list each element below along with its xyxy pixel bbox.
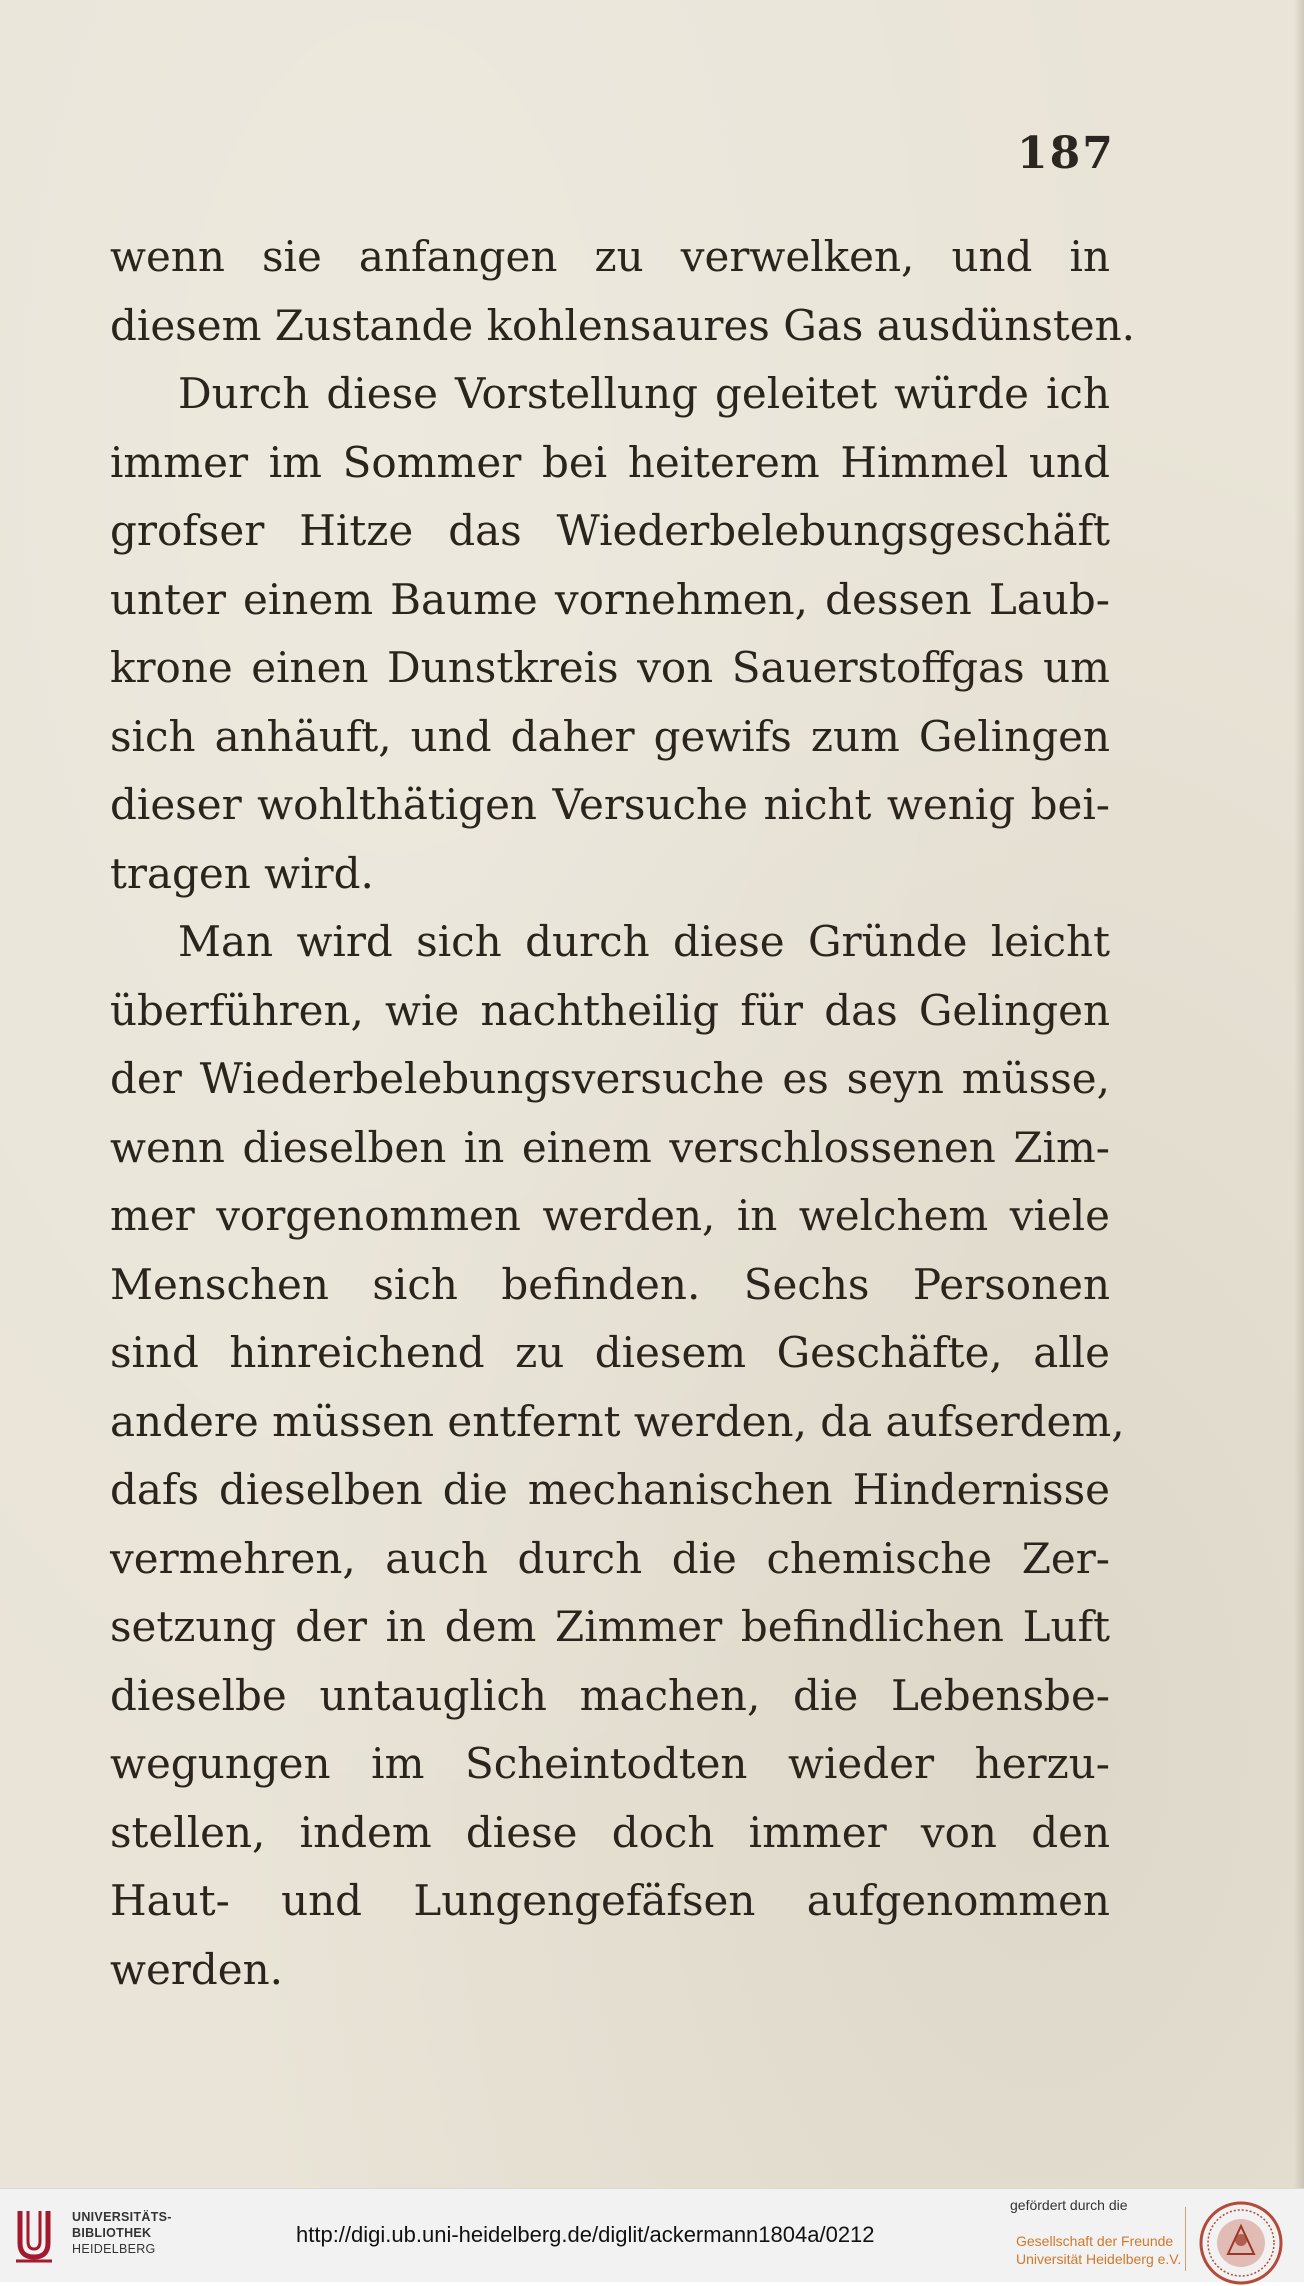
text-line: Haut- und Lungengefäfsen aufgenommen — [110, 1876, 1110, 1925]
text-line: werden. — [110, 1944, 284, 1994]
text-line: stellen, indem diese doch immer von den — [110, 1807, 1110, 1857]
page-edge-shadow — [1294, 0, 1304, 2188]
text-line: wegungen im Scheintodten wieder herzu- — [110, 1739, 1110, 1788]
permalink-url[interactable]: http://digi.ub.uni-heidelberg.de/diglit/ackermann1804a/0212 — [296, 2222, 875, 2247]
body-text — [110, 223, 1136, 2004]
sponsor-label: gefördert durch die — [1010, 2197, 1128, 2213]
text-line: dieser wohlthätigen Versuche nicht wenig bei- — [110, 780, 1110, 829]
text-line: immer im Sommer bei heiterem Himmel und — [110, 437, 1110, 487]
text-line: sich anhäuft, und daher gewifs zum Gelingen — [110, 711, 1110, 761]
sponsor-name[interactable] — [1016, 2232, 1181, 2268]
text-line: Menschen sich befinden. Sechs Personen — [110, 1259, 1110, 1309]
text-line: vermehren, auch durch die chemische Zer- — [110, 1533, 1110, 1583]
text-line: dafs dieselben die mechanischen Hindernisse — [110, 1465, 1110, 1514]
text-line: setzung der in dem Zimmer befindlichen Luft — [110, 1602, 1110, 1651]
text-line: mer vorgenommen werden, in welchem viele — [110, 1191, 1110, 1240]
library-name — [72, 2209, 172, 2257]
text-line: grofser Hitze das Wiederbelebungsgeschäft — [110, 506, 1110, 555]
text-line: wenn sie anfangen zu verwelken, und in — [110, 232, 1110, 281]
text-line: wenn dieselben in einem verschlossenen Zim- — [110, 1122, 1110, 1172]
library-name-line2: BIBLIOTHEK — [72, 2226, 152, 2240]
text-line: andere müssen entfernt werden, da aufserdem, — [110, 1396, 1125, 1446]
university-seal-icon — [1198, 2200, 1284, 2286]
text-line: überführen, wie nachtheilig für das Gelingen — [110, 985, 1110, 1035]
text-line: unter einem Baume vornehmen, dessen Laub- — [110, 574, 1110, 624]
library-name-line3: HEIDELBERG — [72, 2242, 156, 2256]
text-line: diesem Zustande kohlensaures Gas ausdünsten. — [110, 300, 1136, 350]
text-line: dieselbe untauglich machen, die Lebensbe- — [110, 1670, 1110, 1720]
sponsor-name-line2: Universität Heidelberg e.V. — [1016, 2251, 1182, 2267]
text-line: Man wird sich durch diese Gründe leicht — [178, 917, 1110, 966]
ub-heidelberg-logo-icon[interactable] — [14, 2207, 54, 2263]
library-name-line1: UNIVERSITÄTS- — [72, 2210, 172, 2224]
sponsor-name-line1: Gesellschaft der Freunde — [1016, 2233, 1174, 2249]
page-number: 187 — [1017, 128, 1115, 179]
footer-bar — [0, 2188, 1304, 2282]
divider — [1185, 2207, 1186, 2271]
text-line: tragen wird. — [110, 848, 374, 898]
text-line: Durch diese Vorstellung geleitet würde ich — [178, 369, 1110, 418]
text-line: krone einen Dunstkreis von Sauerstoffgas um — [110, 643, 1110, 692]
text-line: sind hinreichend zu diesem Geschäfte, alle — [110, 1328, 1110, 1377]
text-line: der Wiederbelebungsversuche es seyn müsse, — [110, 1054, 1110, 1103]
